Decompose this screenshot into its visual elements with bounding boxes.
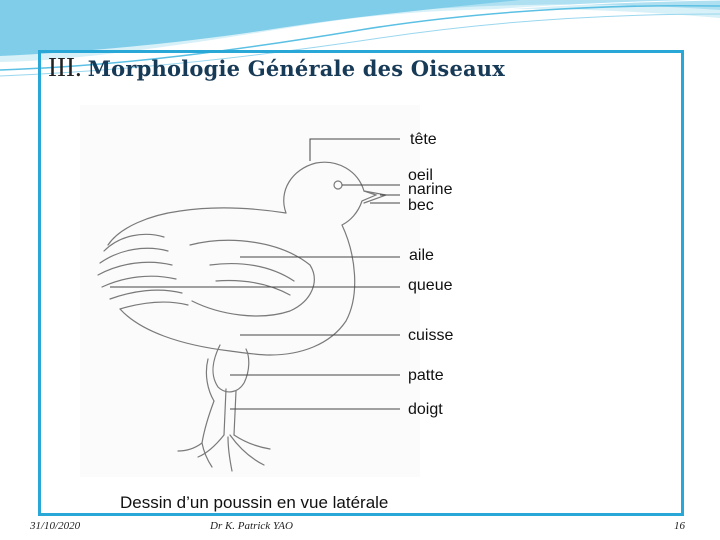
- title-number: III.: [48, 52, 82, 82]
- slide-title: [48, 52, 505, 90]
- label-aile: aile: [409, 247, 434, 264]
- label-narine: narine: [408, 181, 453, 198]
- footer-page-number: 16: [674, 520, 685, 532]
- footer-date: 31/10/2020: [30, 520, 81, 532]
- label-oeil: oeil: [408, 167, 433, 184]
- label-queue: queue: [408, 277, 453, 294]
- figure-caption: Dessin d’un poussin en vue latérale: [120, 493, 389, 512]
- label-cuisse: cuisse: [408, 327, 454, 344]
- label-doigt: doigt: [408, 401, 443, 418]
- label-patte: patte: [408, 367, 444, 384]
- chick-drawing: [80, 105, 420, 477]
- label-bec: bec: [408, 197, 434, 214]
- title-text: Morphologie Générale des Oiseaux: [87, 56, 505, 81]
- label-tete: tête: [410, 131, 437, 148]
- footer-author: Dr K. Patrick YAO: [210, 520, 293, 532]
